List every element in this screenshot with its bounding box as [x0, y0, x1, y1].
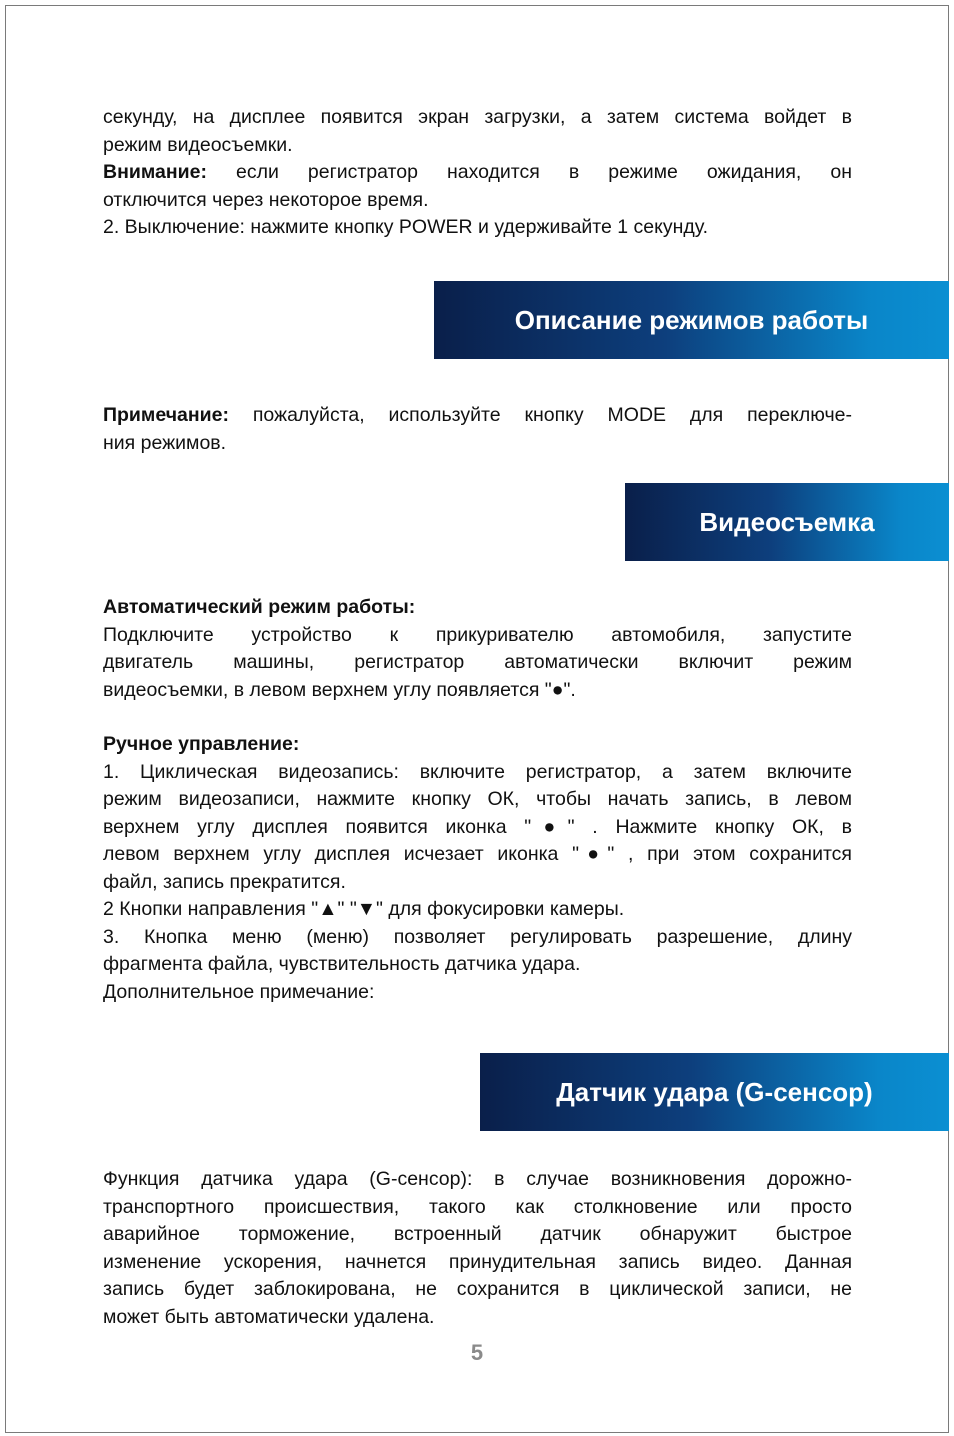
section-title-video: Видеосъемка — [699, 506, 875, 537]
section-banner-modes — [434, 281, 949, 359]
manual-line-5: файл, запись прекратится. — [103, 870, 346, 893]
modes-note-line-2: ния режимов. — [103, 431, 227, 454]
manual-line-2: режим видеозаписи, нажмите кнопку ОК, чтобы начать запись, в левом — [103, 788, 852, 810]
page-number: 5 — [470, 1340, 484, 1365]
gsensor-line-1: Функция датчика удара (G-сенсор): в случае возникновения дорожно- — [103, 1168, 852, 1190]
gsensor-paragraph — [103, 1166, 852, 1331]
section-title-modes: Описание режимов работы — [514, 304, 869, 335]
manual-mode-heading: Ручное управление: — [103, 733, 300, 755]
note-label: Примечание: — [103, 404, 229, 426]
intro-line-2: режим видеосъемки. — [103, 133, 293, 156]
manual-line-9: Дополнительное примечание: — [103, 980, 375, 1003]
manual-line-8: фрагмента файла, чувствительность датчика удара. — [103, 953, 581, 975]
intro-line-1: секунду, на дисплее появится экран загрузки, а затем система войдет в — [103, 106, 852, 128]
section-banner-video — [625, 483, 949, 561]
warning-line-2: отключится через некоторое время. — [103, 188, 429, 211]
section-banner-gsensor — [480, 1053, 949, 1131]
auto-mode-line-3: видеосъемки, в левом верхнем углу появляется "●". — [103, 678, 576, 701]
gsensor-line-5: запись будет заблокирована, не сохранится в циклической записи, не — [103, 1278, 852, 1300]
manual-line-7: 3. Кнопка меню (меню) позволяет регулировать разрешение, длину — [103, 925, 852, 948]
gsensor-line-3: аварийное торможение, встроенный датчик обнаружит быстрое — [103, 1223, 852, 1245]
modes-note-paragraph — [103, 402, 852, 457]
warning-line-1 — [103, 159, 852, 187]
warning-text-1: если регистратор находится в режиме ожидания, он — [206, 161, 852, 183]
warning-label: Внимание: — [103, 161, 207, 183]
auto-mode-heading: Автоматический режим работы: — [103, 596, 416, 618]
section-title-gsensor: Датчик удара (G-сенсор) — [556, 1076, 873, 1107]
manual-line-1: 1. Циклическая видеозапись: включите регистратор, а затем включите — [103, 760, 852, 783]
note-text-1: пожалуйста, используйте кнопку MODE для переключе- — [228, 404, 852, 426]
manual-line-3: верхнем углу дисплея появится иконка "●" . Нажмите кнопку ОК, в — [103, 815, 852, 838]
gsensor-line-4: изменение ускорения, начнется принудительная запись видео. Данная — [103, 1250, 852, 1273]
auto-mode-line-2: двигатель машины, регистратор автоматически включит режим — [103, 651, 852, 673]
intro-paragraph — [103, 104, 852, 242]
manual-mode-paragraph — [103, 731, 852, 1006]
gsensor-line-2: транспортного происшествия, такого как столкновение или просто — [103, 1195, 852, 1218]
auto-mode-paragraph — [103, 594, 852, 704]
gsensor-line-6: может быть автоматически удалена. — [103, 1305, 435, 1328]
modes-note-line-1 — [103, 402, 852, 430]
shutdown-line: 2. Выключение: нажмите кнопку POWER и удерживайте 1 секунду. — [103, 216, 709, 238]
manual-line-4: левом верхнем углу дисплея исчезает иконка "●" , при этом сохранится — [103, 843, 852, 865]
manual-line-6: 2 Кнопки направления "▲" "▼" для фокусировки камеры. — [103, 898, 625, 920]
auto-mode-line-1: Подключите устройство к прикуривателю автомобиля, запустите — [103, 623, 852, 646]
